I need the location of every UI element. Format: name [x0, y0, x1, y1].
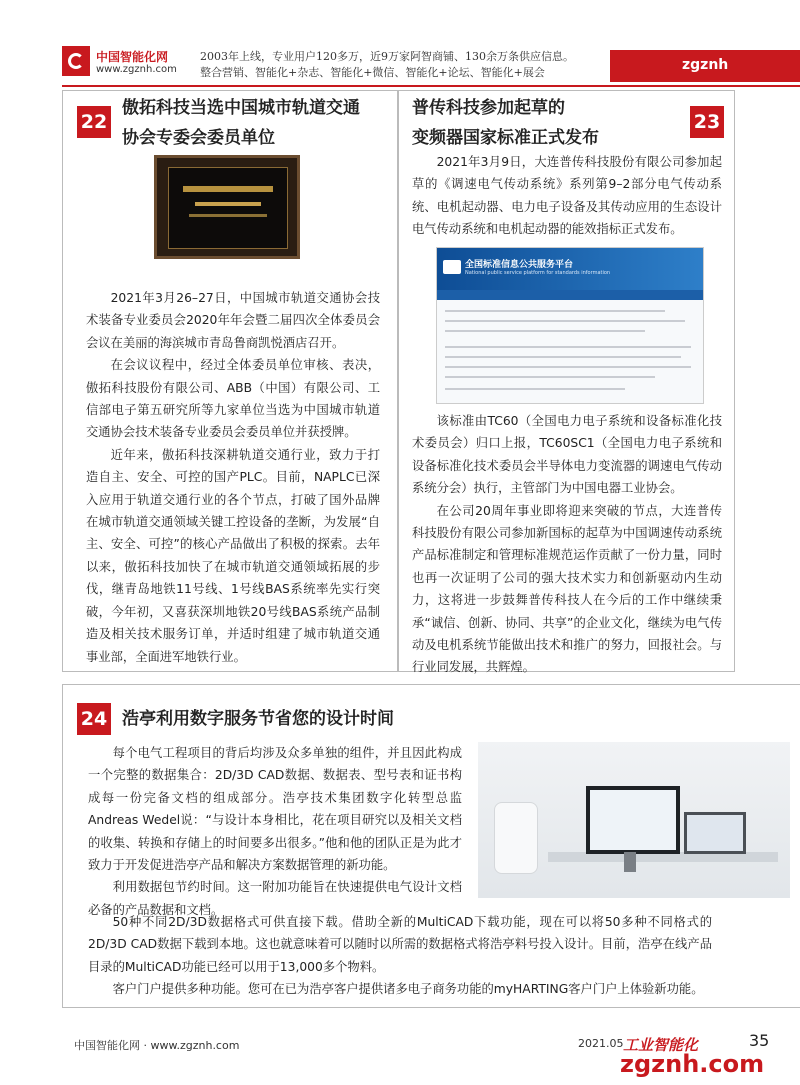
website-title: 全国标准信息公共服务平台	[465, 260, 574, 270]
magazine-logo: 工业智能化	[623, 1036, 699, 1054]
header-url[interactable]: www.zgznh.com	[96, 64, 177, 75]
article-23-title-line1: 普传科技参加起草的	[412, 98, 565, 118]
watermark: zgznh.com	[620, 1050, 765, 1078]
article-24-number: 24	[77, 703, 111, 735]
header-badge-label: zgznh	[682, 57, 729, 73]
article-22-title-line1: 傲拓科技当选中国城市轨道交通	[122, 98, 360, 118]
article-24-title: 浩亭利用数字服务节省您的设计时间	[122, 709, 394, 729]
article-22-paragraph: 近年来，傲拓科技深耕轨道交通行业，致力于打造自主、安全、可控的国产PLC。目前，NAPLC已深入应用于轨道交通行业的各个节点，打破了国外品牌在城市轨道交通领域关键工控设备的垄断，为发展“自主、安全、可控”的核心产品做出了积极的探索。去年以来，傲拓科技加快了在城市轨道交通领域拓展的步伐，继青岛地铁11号线、1号线BAS系统率先实行突破，今年初，又喜获深圳地铁20号线BAS系统产品制造及相关技术服务订单，并适时组建了城市轨道交通事业部，全面进军地铁行业。	[86, 447, 380, 664]
header-divider	[62, 85, 800, 87]
sac-logo-icon	[443, 260, 461, 274]
standards-website-screenshot	[436, 247, 704, 404]
article-23-number: 23	[690, 106, 724, 138]
footer-date: 2021.05	[578, 1037, 624, 1050]
article-23-title-line2: 变频器国家标准正式发布	[412, 128, 599, 148]
header-badge	[610, 50, 800, 82]
header-brand: 中国智能化网	[96, 50, 169, 64]
article-24-paragraph: 利用数据包节约时间。这一附加功能旨在快速提供电气设计文档必备的产品数据和文档。	[88, 880, 462, 917]
office-workspace-image	[478, 742, 790, 898]
article-23-paragraph: 2021年3月9日，大连普传科技股份有限公司参加起草的《调速电气传动系统》系列第9–2部分电气传动系统、电机起动器、电力电子设备及其传动应用的生态设计 电气传动系统和电机起动器的能效指标正式发布。	[412, 155, 722, 237]
article-24-body-wide	[88, 911, 712, 1001]
header-line-2: 整合营销、智能化+杂志、智能化+微信、智能化+论坛、智能化+展会	[200, 66, 545, 79]
article-23-paragraph: 该标准由TC60（全国电力电子系统和设备标准化技术委员会）归口上报，TC60SC1（全国电力电子系统和设备标准化技术委员会半导体电力变流器的调速电气传动系统分会）执行，主管部门为中国电器工业协会。	[412, 414, 722, 496]
article-23-body-top	[412, 151, 722, 241]
article-24-paragraph: 客户门户提供多种功能。您可在已为浩亭客户提供诸多电子商务功能的myHARTING客户门户上体验新功能。	[112, 982, 704, 997]
award-plaque-image	[154, 155, 300, 259]
page-number: 35	[749, 1031, 770, 1050]
article-22-title-line2: 协会专委会委员单位	[122, 128, 275, 148]
footer-site[interactable]: 中国智能化网 · www.zgznh.com	[74, 1039, 240, 1052]
article-22-paragraph: 在会议议程中，经过全体委员单位审核、表决，傲拓科技股份有限公司、ABB（中国）有限公司、工信部电子第五研究所等九家单位当选为中国城市轨道交通协会技术装备专业委员会委员单位并获授牌。	[86, 358, 380, 440]
article-24-paragraph: 每个电气工程项目的背后均涉及众多单独的组件，并且因此构成一个完整的数据集合：2D/3D CAD数据、数据表、型号表和证书构成每一份完备文档的组成部分。浩亭技术集团数字化转型总监Andreas Wedel说：“与设计本身相比，花在项目研究以及相关文档的收集、转换和存储上的时间要多出很多。”他和他的团队正是为此才致力于开发促进浩亭产品和解决方案数据管理的新功能。	[88, 746, 462, 873]
article-22-paragraph: 2021年3月26–27日，中国城市轨道交通协会技术装备专业委员会2020年年会暨二届四次全体委员会会议在美丽的海滨城市青岛鲁商凯悦酒店召开。	[86, 291, 380, 350]
article-23-body-bottom	[412, 410, 722, 679]
site-logo-icon	[62, 46, 90, 76]
website-subtitle: National public service platform for standards information	[465, 270, 611, 276]
article-24-paragraph: 50种不同2D/3D数据格式可供直接下载。借助全新的MultiCAD下载功能，现在可以将50多种不同格式的2D/3D CAD数据下载到本地。这也就意味着可以随时以所需的数据格式将浩亭料号投入设计。目前，浩亭在线产品目录的MultiCAD功能已经可以用于13,000多个物料。	[88, 915, 712, 974]
article-22-body	[86, 287, 380, 668]
article-22-number: 22	[77, 106, 111, 138]
article-24-body-narrow	[88, 742, 462, 921]
header-line-1: 2003年上线，专业用户120多万，近9万家阿智商铺、130余万条供应信息。	[200, 50, 574, 63]
article-23-paragraph: 在公司20周年事业即将迎来突破的节点，大连普传科技股份有限公司参加新国标的起草为中国调速传动系统产品标准制定和管理标准规范运作贡献了一份力量，同时也再一次证明了公司的强大技术实力和创新驱动内生动力，这将进一步鼓舞普传科技人在今后的工作中继续秉承“诚信、创新、协同、共享”的企业文化，继续为电气传动及电机系统节能做出技术和推广的努力，回报社会。与行业同发展，共辉煌。	[412, 503, 722, 675]
